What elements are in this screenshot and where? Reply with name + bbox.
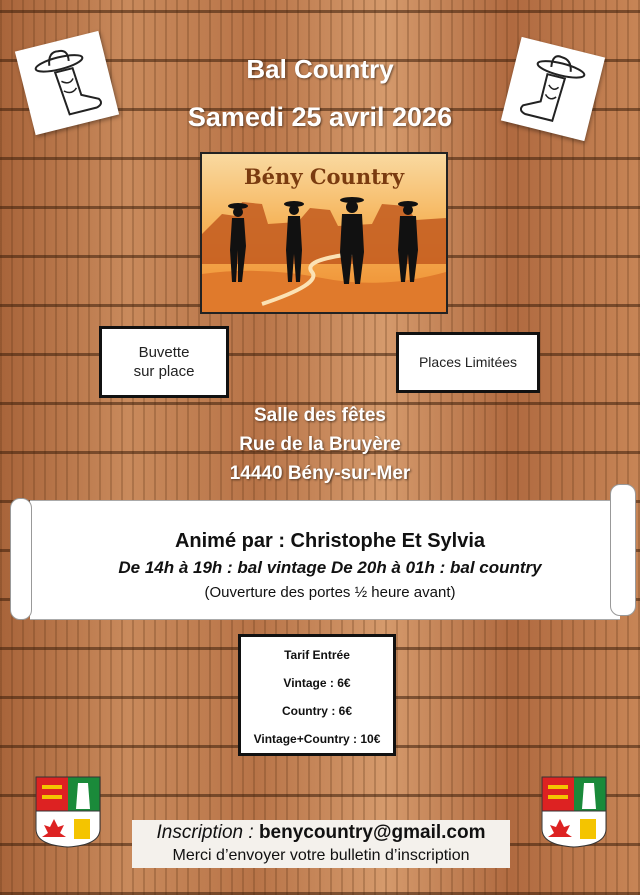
inscription-note: Merci d’envoyer votre bulletin d’inscription	[172, 847, 470, 864]
places-limitees-badge: Places Limitées	[396, 332, 540, 393]
tarif-country: Country : 6€	[281, 704, 352, 718]
normandy-crest-icon	[540, 775, 608, 849]
normandy-crest-icon	[34, 775, 102, 849]
venue-name: Salle des fêtes	[253, 405, 387, 426]
tarif-box	[238, 634, 396, 756]
inscription-box	[132, 820, 510, 868]
inscription-email[interactable]: benycountry@gmail.com	[258, 822, 486, 843]
buvette-line2: sur place	[133, 363, 195, 380]
inscription-label: Inscription :	[156, 822, 254, 843]
schedule: De 14h à 19h : bal vintage De 20h à 01h : bal country	[118, 558, 542, 577]
door-note: (Ouverture des portes ½ heure avant)	[204, 584, 456, 601]
venue-street: Rue de la Bruyère	[239, 434, 401, 455]
venue-city: 14440 Bény-sur-Mer	[229, 463, 411, 484]
event-title: Bal Country	[246, 54, 394, 84]
tarif-combo: Vintage+Country : 10€	[253, 732, 381, 746]
beny-country-logo	[200, 152, 448, 314]
tarif-title: Tarif Entrée	[284, 648, 350, 662]
tarif-vintage: Vintage : 6€	[283, 676, 351, 690]
anime-par: Animé par : Christophe Et Sylvia	[174, 530, 486, 552]
buvette-line1: Buvette	[138, 344, 190, 361]
event-date: Samedi 25 avril 2026	[187, 102, 453, 132]
buvette-badge	[99, 326, 229, 398]
logo-text: Bény Country	[243, 164, 405, 189]
scroll-curl-left	[10, 498, 32, 620]
info-scroll	[10, 494, 634, 624]
